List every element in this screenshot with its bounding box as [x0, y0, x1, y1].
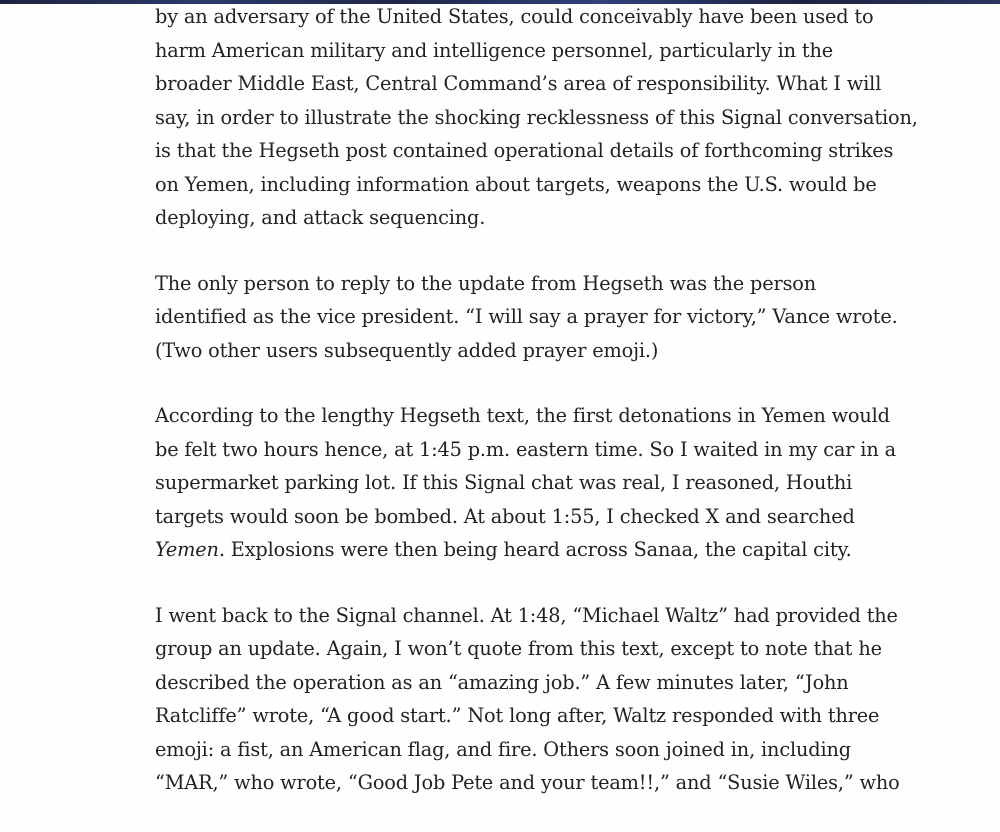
paragraph-4: [155, 599, 900, 800]
text-line: identified as the vice president. “I will say a prayer for victory,” Vance wrote.: [155, 305, 898, 328]
text-line: emoji: a fist, an American flag, and fire. Others soon joined in, including: [155, 737, 851, 761]
text-line: targets would soon be bombed. At about 1:55, I checked X and searched: [155, 504, 855, 528]
paragraph-1: [155, 0, 918, 235]
text-line: harm American military and intelligence personnel, particularly in the: [155, 38, 833, 62]
paragraph-3: [155, 399, 896, 567]
text-line: is that the Hegseth post contained operational details of forthcoming strikes: [155, 139, 894, 162]
paragraph-2: [155, 267, 898, 368]
text-line: on Yemen, including information about targets, weapons the U.S. would be: [155, 172, 877, 196]
text-line: According to the lengthy Hegseth text, the first detonations in Yemen would: [155, 404, 890, 427]
text-line: I went back to the Signal channel. At 1:48, “Michael Waltz” had provided the: [155, 603, 898, 627]
text-line: “MAR,” who wrote, “Good Job Pete and your team!!,” and “Susie Wiles,” who: [155, 771, 900, 794]
text-line: supermarket parking lot. If this Signal chat was real, I reasoned, Houthi: [155, 471, 853, 494]
text-line: group an update. Again, I won’t quote from this text, except to note that he: [155, 637, 882, 660]
text-line: The only person to reply to the update from Hegseth was the person: [155, 271, 817, 295]
text-line: deploying, and attack sequencing.: [155, 206, 486, 229]
text-line: Ratcliffe” wrote, “A good start.” Not long after, Waltz responded with three: [155, 704, 880, 727]
text-line: say, in order to illustrate the shocking recklessness of this Signal conversation,: [155, 105, 918, 129]
text-line: be felt two hours hence, at 1:45 p.m. eastern time. So I waited in my car in a: [155, 437, 896, 461]
text-line: (Two other users subsequently added prayer emoji.): [155, 338, 659, 362]
article-body: [155, 0, 918, 832]
text-line-rest: . Explosions were then being heard across Sanaa, the capital city.: [218, 538, 852, 561]
text-line: described the operation as an “amazing job.” A few minutes later, “John: [155, 670, 849, 694]
text-line: broader Middle East, Central Command’s area of responsibility. What I will: [155, 72, 882, 95]
text-line: by an adversary of the United States, could conceivably have been used to: [155, 5, 874, 28]
italic-term: Yemen: [155, 538, 219, 561]
text-line: [155, 533, 852, 567]
